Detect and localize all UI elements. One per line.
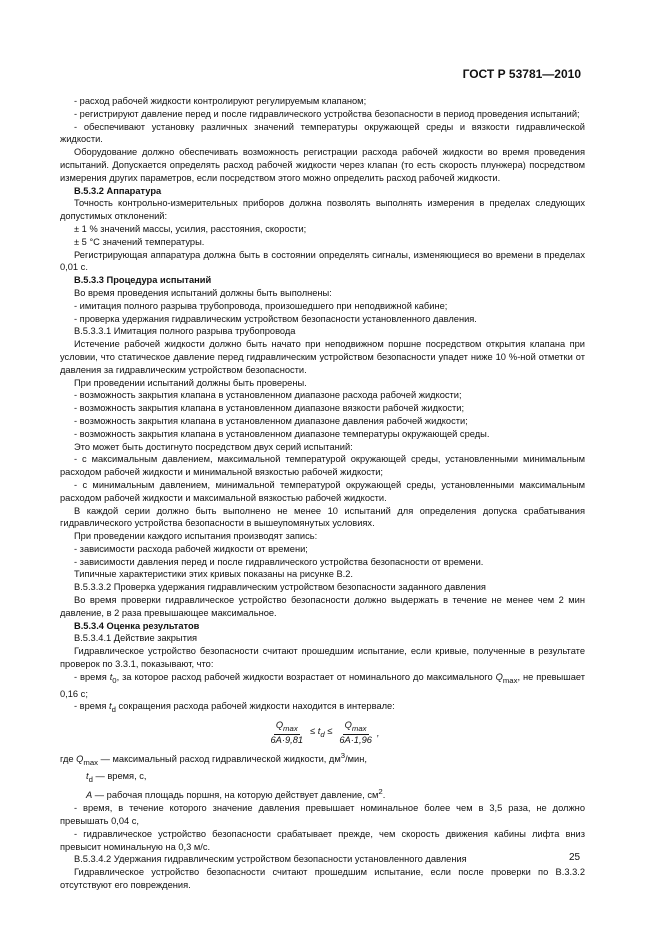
document-body bbox=[60, 95, 585, 892]
paragraph: - обеспечивают установку различных значений температуры окружающей среды и вязкости гидравлической жидкости. bbox=[60, 121, 585, 145]
paragraph: ± 5 °C значений температуры. bbox=[74, 236, 205, 247]
paragraph: - время, в течение которого значение давления превышает номинальное более чем в 3,5 раза, не должно превышать 0,04 с, bbox=[60, 803, 585, 826]
paragraph: Гидравлическое устройство безопасности считают прошедшим испытание, если после проверки по В.3.3.2 отсутствуют его повреждения. bbox=[60, 867, 585, 890]
paragraph: Точность контрольно-измерительных приборов должна позволять выполнять измерения в пределах следующих допустимых отклонений: bbox=[60, 198, 585, 222]
paragraph: - регистрируют давление перед и после гидравлического устройства безопасности в период проведения испытаний; bbox=[74, 108, 580, 119]
paragraph: Во время проверки гидравлическое устройство безопасности должно выдержать в течение не менее чем 2 мин давление, в 2 раза превышающее максимальное. bbox=[60, 595, 585, 618]
paragraph: - зависимости давления перед и после гидравлического устройства безопасности от времени. bbox=[74, 556, 484, 567]
paragraph: Истечение рабочей жидкости должно быть начато при неподвижном поршне посредством открытия клапана при условии, что статическое давление перед гидравлическим устройством безопасности упадет ниже 10 %-ной отметки от давления за гидравлическим устройством безопасности. bbox=[60, 339, 585, 375]
paragraph: - зависимости расхода рабочей жидкости от времени; bbox=[74, 543, 308, 554]
paragraph: ± 1 % значений массы, усилия, расстояния, скорости; bbox=[74, 223, 307, 234]
page-number: 25 bbox=[569, 852, 581, 863]
subsection-heading: В.5.3.3.1 Имитация полного разрыва трубопровода bbox=[74, 326, 296, 337]
definition: $t_d$ — время, с, bbox=[86, 770, 147, 784]
paragraph: - возможность закрытия клапана в установленном диапазоне температуры окружающей среды. bbox=[74, 428, 490, 439]
symbol: Q bbox=[495, 671, 503, 682]
paragraph: Во время проведения испытаний должны быть выполнены: bbox=[74, 287, 332, 298]
paragraph: - имитация полного разрыва трубопровода, произошедшего при неподвижной кабине; bbox=[74, 300, 448, 311]
paragraph: - возможность закрытия клапана в установленном диапазоне вязкости рабочей жидкости; bbox=[74, 403, 465, 414]
symbol: t bbox=[109, 671, 113, 682]
paragraph: - время $t_0$, за которое расход рабочей жидкости возрастает от номинального до максимального $Q_{max}$, не превышает 0,16 с; bbox=[60, 671, 585, 699]
subsection-heading: В.5.3.4.2 Удержания гидравлическим устройством безопасности установленного давления bbox=[74, 854, 467, 865]
paragraph: Это может быть достигнуто посредством двух серий испытаний: bbox=[74, 441, 353, 452]
paragraph: - с минимальным давлением, минимальной температурой окружающей среды, установленными максимальным расходом рабочей жидкости и максимальной вязкостью рабочей жидкости. bbox=[60, 479, 585, 503]
paragraph: - возможность закрытия клапана в установленном диапазоне давления рабочей жидкости; bbox=[74, 415, 468, 426]
definition: где $Q_{max}$ — максимальный расход гидравлической жидкости, $дм^3$/мин, bbox=[60, 750, 367, 767]
paragraph: - время $t_d$ сокращения расхода рабочей жидкости находится в интервале: bbox=[74, 701, 395, 715]
document-header: ГОСТ Р 53781—2010 bbox=[462, 67, 581, 81]
paragraph: - расход рабочей жидкости контролируют регулируемым клапаном; bbox=[74, 96, 367, 106]
paragraph: Регистрирующая аппаратура должна быть в состоянии определять сигналы, изменяющиеся во времени в пределах 0,01 с. bbox=[60, 249, 585, 273]
section-heading: В.5.3.4 Оценка результатов bbox=[74, 620, 200, 631]
section-heading: В.5.3.3 Процедура испытаний bbox=[74, 275, 212, 286]
paragraph: Гидравлическое устройство безопасности считают прошедшим испытание, если кривые, полученные в результате проверок по 3.3.1, показывают, что: bbox=[60, 646, 585, 670]
formula: $\frac{Q_{max}}{6A\cdot 9,81}$ ≤ $t_d$ ≤ $\frac{Q_{max}}{6A\cdot 1,96}$ , bbox=[270, 719, 380, 745]
symbol: t bbox=[108, 701, 112, 712]
formula-definitions bbox=[60, 750, 585, 802]
paragraph: - с максимальным давлением, максимальной температурой окружающей среды, установленными минимальным расходом рабочей жидкости и минимальной вязкостью рабочей жидкости; bbox=[60, 454, 585, 478]
paragraph: Типичные характеристики этих кривых показаны на рисунке В.2. bbox=[74, 569, 353, 580]
formula-right-fraction: $\frac{Q_{max}}{6A\cdot 1,96}$ bbox=[339, 719, 372, 745]
subsection-heading: В.5.3.3.2 Проверка удержания гидравлическим устройством безопасности заданного давления bbox=[74, 582, 486, 593]
paragraph: В каждой серии должно быть выполнено не менее 10 испытаний для определения допуска срабатывания гидравлического устройства безопасности в вышеупомянутых условиях. bbox=[60, 505, 585, 529]
paragraph: - возможность закрытия клапана в установленном диапазоне расхода рабочей жидкости; bbox=[74, 390, 462, 401]
section-heading: В.5.3.2 Аппаратура bbox=[74, 185, 162, 196]
formula-left-fraction: $\frac{Q_{max}}{6A\cdot 9,81}$ bbox=[270, 719, 304, 745]
paragraph: При проведении испытаний должны быть проверены. bbox=[74, 377, 307, 388]
subsection-heading: В.5.3.4.1 Действие закрытия bbox=[74, 633, 198, 644]
paragraph: - проверка удержания гидравлическим устройством безопасности установленного давления. bbox=[74, 313, 477, 324]
paragraph: При проведении каждого испытания производят запись: bbox=[74, 531, 318, 542]
paragraph: Оборудование должно обеспечивать возможность регистрации расхода рабочей жидкости во время проведения испытаний. Допускается определять расход рабочей жидкости через клапан (то есть скорость плунжера) посредством измерения других параметров, если посредством этого можно определить расход рабочей жидкости. bbox=[60, 147, 585, 183]
definition: A — рабочая площадь поршня, на которую действует давление, $см^2$. bbox=[86, 787, 386, 801]
paragraph: - гидравлическое устройство безопасности срабатывает прежде, чем скорость движения кабины лифта вниз превысит номинальную на 0,3 м/с. bbox=[60, 828, 585, 852]
